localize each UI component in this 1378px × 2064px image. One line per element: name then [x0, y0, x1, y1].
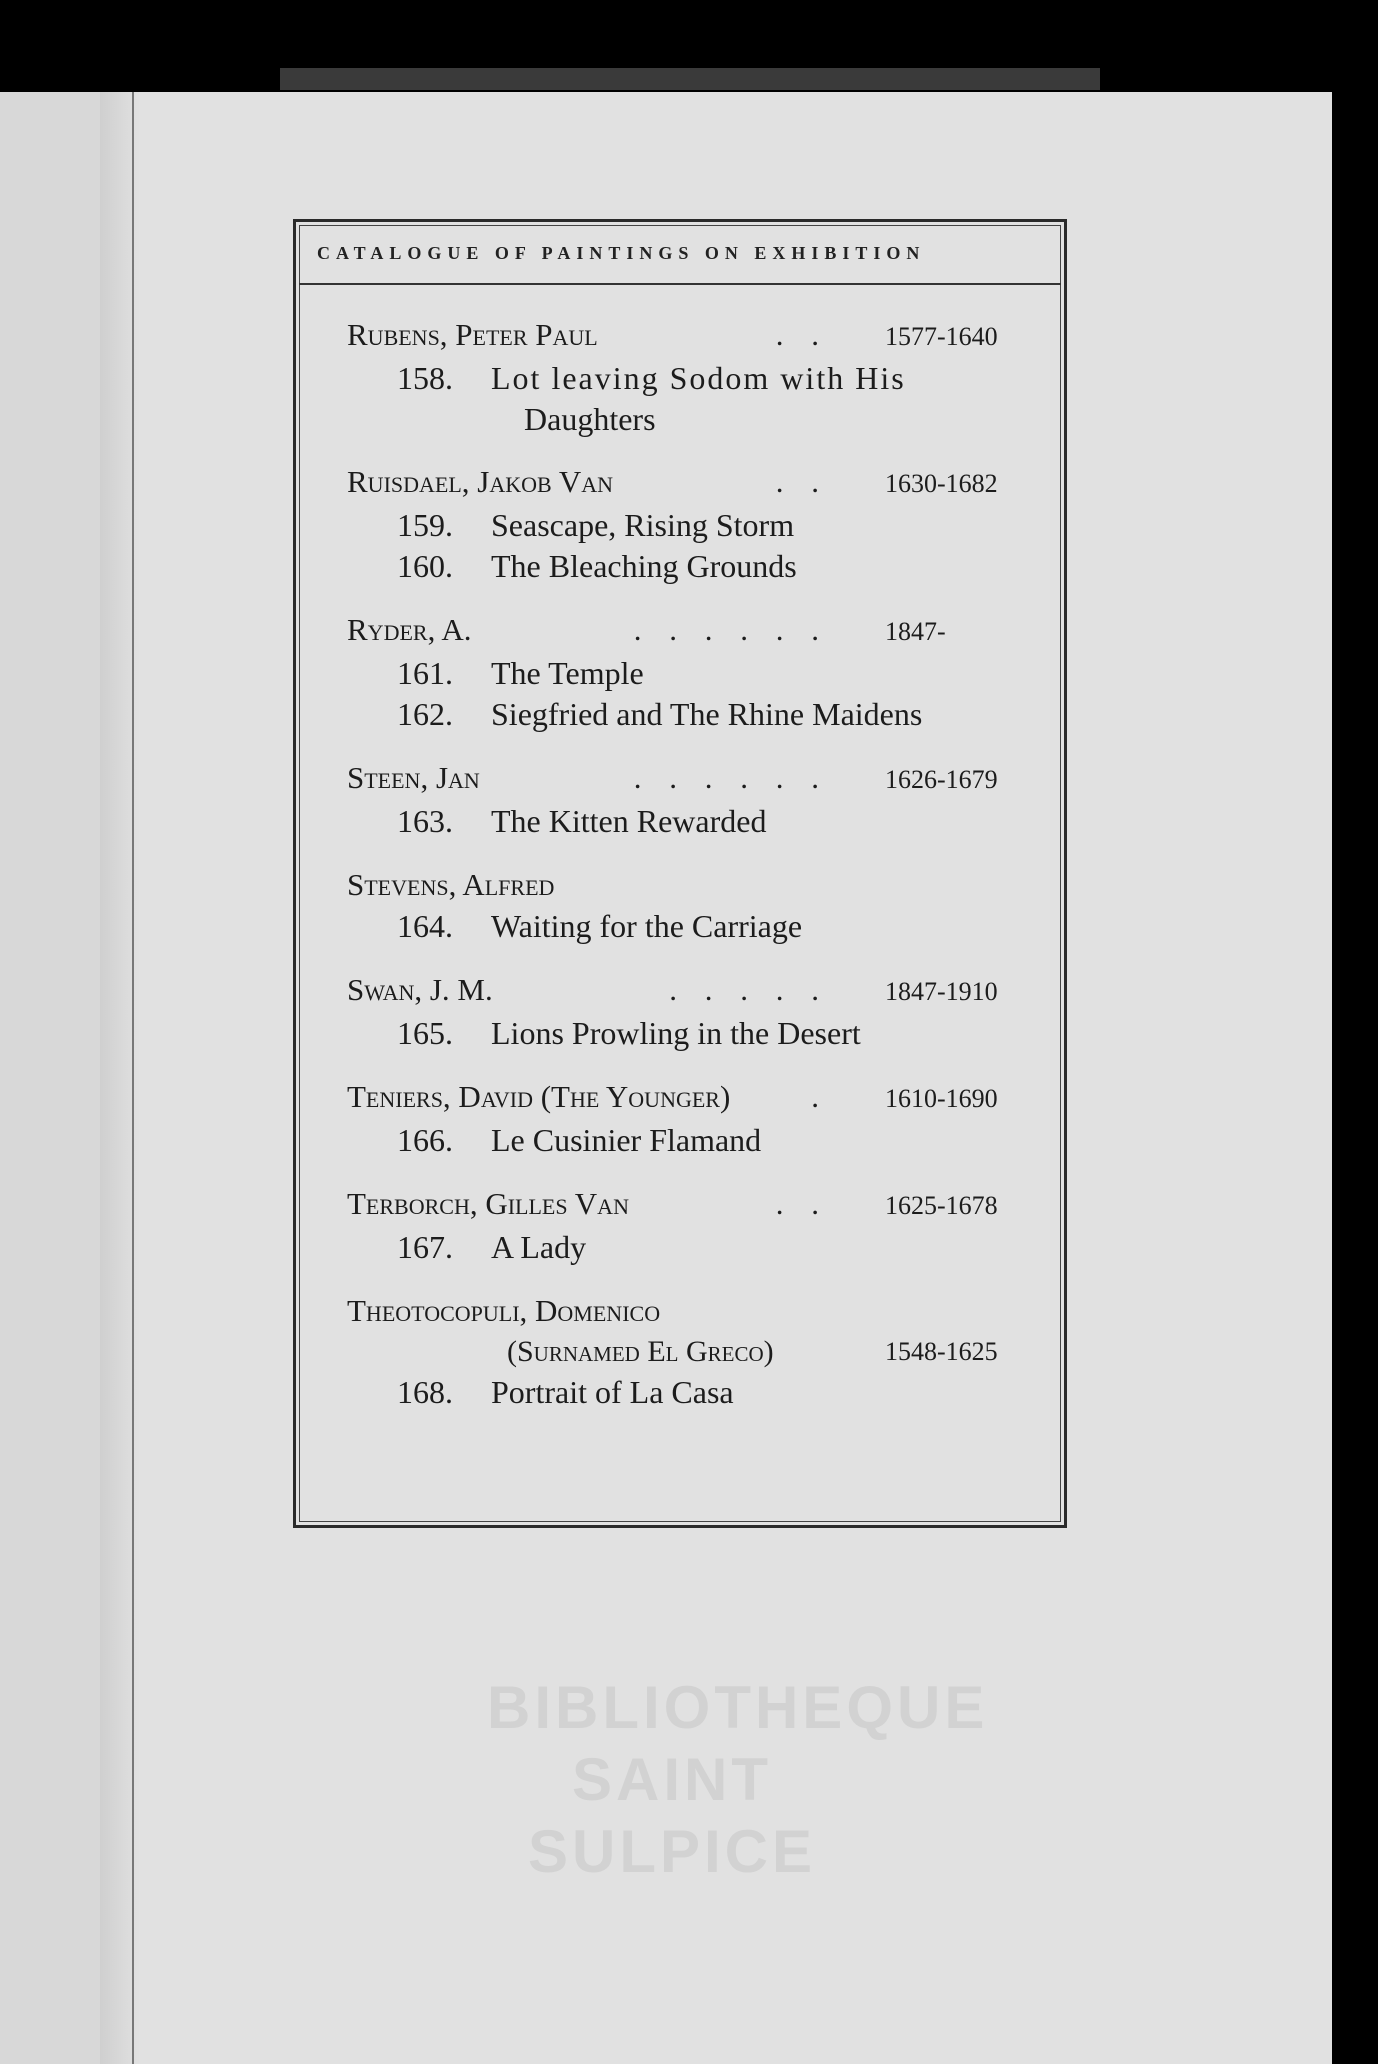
painting-number: 164.: [397, 908, 453, 944]
leader-dots: . .: [775, 464, 829, 499]
artist-name: Teniers, David (The Younger): [347, 1079, 731, 1114]
artist-list: [347, 314, 1023, 1435]
painting-title: Siegfried and The Rhine Maidens: [491, 696, 923, 732]
artist-name: Terborch, Gilles Van: [347, 1186, 629, 1221]
leader-dots: . . . . . .: [633, 760, 829, 795]
artist-entry: [347, 609, 1023, 735]
painting-item: [347, 653, 1023, 694]
catalogue-box: [293, 219, 1067, 1528]
painting-number: 165.: [397, 1015, 453, 1051]
painting-number: 158.: [397, 360, 453, 396]
painting-item: [347, 1227, 1023, 1268]
painting-title: The Kitten Rewarded: [491, 803, 767, 839]
artist-dates: 1626-1679: [885, 765, 998, 794]
left-page-edge: [0, 92, 100, 2064]
artist-name: Stevens, Alfred: [347, 867, 555, 902]
artist-entry: [347, 757, 1023, 842]
artist-alias: (Surnamed El Greco): [507, 1335, 774, 1368]
painting-title: The Bleaching Grounds: [491, 548, 797, 584]
painting-title: Lot leaving Sodom with His: [491, 360, 906, 396]
painting-title-continuation: Daughters: [524, 401, 656, 437]
catalogue-header: CATALOGUE OF PAINTINGS ON EXHIBITION: [317, 243, 926, 263]
stamp-line: BIBLIOTHEQUE: [487, 1674, 989, 1741]
artist-dates: 1548-1625: [885, 1337, 998, 1366]
artist-entry: [347, 1183, 1023, 1268]
artist-dates: 1630-1682: [885, 469, 998, 498]
painting-item: [347, 1013, 1023, 1054]
painting-item: [347, 1372, 1023, 1413]
painting-number: 159.: [397, 507, 453, 543]
painting-number: 167.: [397, 1229, 453, 1265]
painting-title: Portrait of La Casa: [491, 1374, 734, 1410]
binding-spine: [132, 92, 134, 2064]
artist-name: Ruisdael, Jakob Van: [347, 464, 614, 499]
painting-number: 168.: [397, 1374, 453, 1410]
leader-dots: . . . . .: [669, 972, 829, 1007]
painting-title: Waiting for the Carriage: [491, 908, 803, 944]
painting-title: Seascape, Rising Storm: [491, 507, 795, 543]
leader-dots: . . . . . .: [633, 612, 829, 647]
page-top-edge: [280, 68, 1100, 90]
artist-dates: 1847-1910: [885, 977, 998, 1006]
painting-number: 163.: [397, 803, 453, 839]
artist-entry: [347, 1076, 1023, 1161]
painting-number: 160.: [397, 548, 453, 584]
page-gutter-shadow: [100, 92, 140, 2064]
painting-title: Lions Prowling in the Desert: [491, 1015, 861, 1051]
artist-dates: 1577-1640: [885, 322, 998, 351]
artist-name: Steen, Jan: [347, 760, 480, 795]
stamp-line: SAINT SULPICE: [527, 1746, 817, 1885]
painting-item: [347, 694, 1023, 735]
artist-entry: [347, 461, 1023, 587]
artist-entry: [347, 1290, 1023, 1413]
painting-item: [347, 505, 1023, 546]
leader-dots: . .: [775, 317, 829, 352]
header-rule: [299, 283, 1061, 285]
painting-title: Le Cusinier Flamand: [491, 1122, 762, 1158]
artist-name: Theotocopuli, Domenico: [347, 1293, 661, 1328]
painting-item: [347, 358, 1023, 399]
artist-entry: [347, 314, 1023, 439]
painting-title: A Lady: [491, 1229, 587, 1265]
artist-dates: 1610-1690: [885, 1084, 998, 1113]
painting-item: [347, 906, 1023, 947]
painting-item: [347, 801, 1023, 842]
painting-number: 161.: [397, 655, 453, 691]
painting-number: 162.: [397, 696, 453, 732]
artist-name: Swan, J. M.: [347, 972, 493, 1007]
artist-entry: [347, 864, 1023, 947]
painting-number: 166.: [397, 1122, 453, 1158]
painting-item: [347, 546, 1023, 587]
painting-item: [347, 1120, 1023, 1161]
artist-name: Rubens, Peter Paul: [347, 317, 598, 352]
artist-entry: [347, 969, 1023, 1054]
artist-dates: 1625-1678: [885, 1191, 998, 1220]
leader-dots: . .: [775, 1186, 829, 1221]
artist-name: Ryder, A.: [347, 612, 472, 647]
artist-dates: 1847-: [885, 617, 946, 646]
library-stamp: [487, 1672, 989, 1888]
painting-title: The Temple: [491, 655, 644, 691]
leader-dots: .: [811, 1079, 829, 1114]
